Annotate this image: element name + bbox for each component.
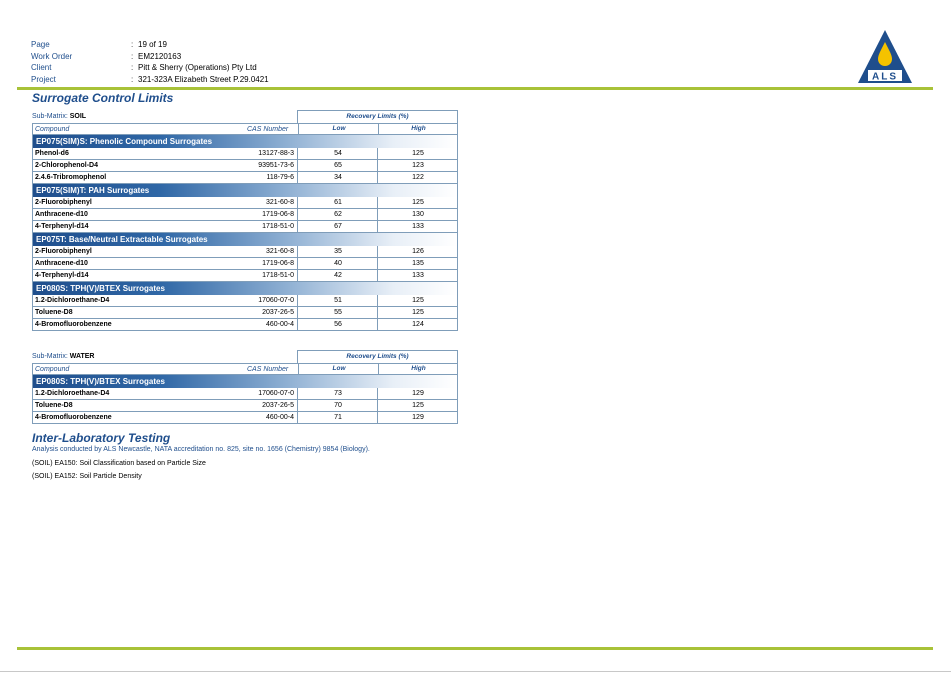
- column-header-row: [32, 123, 458, 135]
- col-cas-number: CAS Number: [247, 366, 289, 373]
- low-cell: 51: [297, 295, 378, 306]
- low-cell: 73: [297, 388, 378, 399]
- low-cell: 71: [297, 412, 378, 423]
- header-value: 19 of 19: [138, 40, 167, 49]
- high-cell: 124: [377, 319, 458, 330]
- table-row: [32, 319, 458, 331]
- compound-cell: Toluene-D8: [35, 309, 73, 316]
- compound-cell: 4-Bromofluorobenzene: [35, 414, 112, 421]
- header-value: 321-323A Elizabeth Street P.29.0421: [138, 75, 269, 85]
- header-row-client: [31, 62, 269, 74]
- cas-cell: 17060-07-0: [258, 390, 294, 397]
- submatrix-label: [32, 113, 86, 120]
- cas-cell: 1719-06-8: [262, 211, 294, 218]
- group-header: EP080S: TPH(V)/BTEX Surrogates: [32, 282, 458, 295]
- header-colon: :: [131, 75, 134, 85]
- col-low: Low: [298, 124, 379, 134]
- cas-cell: 93951-73-6: [258, 162, 294, 169]
- table-row: [32, 172, 458, 184]
- submatrix-value: WATER: [69, 353, 95, 360]
- cas-cell: 460-00-4: [265, 321, 294, 328]
- group-header: EP075(SIM)T: PAH Surrogates: [32, 184, 458, 197]
- high-cell: 123: [377, 160, 458, 171]
- page-edge-line: [0, 671, 951, 672]
- header-label: Client: [31, 63, 52, 73]
- high-cell: 129: [377, 412, 458, 423]
- submatrix-prefix: Sub-Matrix:: [32, 113, 70, 120]
- soil-submatrix-row: [32, 110, 458, 123]
- high-cell: 129: [377, 388, 458, 399]
- low-cell: 35: [297, 246, 378, 257]
- cas-cell: 321-60-8: [265, 248, 294, 255]
- high-cell: 126: [377, 246, 458, 257]
- table-row: [32, 197, 458, 209]
- table-row: [32, 307, 458, 319]
- interlab-line: (SOIL) EA150: Soil Classification based on Particle Size: [32, 460, 206, 467]
- table-row: [32, 258, 458, 270]
- logo-text: ALS: [872, 71, 898, 83]
- compound-cell: 2.4.6-Tribromophenol: [35, 174, 107, 181]
- cas-cell: 1718-51-0: [262, 223, 294, 230]
- header-row-project: [31, 74, 269, 86]
- header-label: Project: [31, 75, 56, 85]
- table-row: [32, 400, 458, 412]
- recovery-limits-header: Recovery Limits (%): [297, 350, 458, 363]
- high-cell: 125: [377, 307, 458, 318]
- surrogate-title: Surrogate Control Limits: [32, 91, 174, 105]
- high-cell: 125: [377, 295, 458, 306]
- table-row: [32, 295, 458, 307]
- col-high: High: [378, 124, 458, 134]
- header-colon: :: [131, 63, 134, 73]
- header-colon: :: [131, 40, 134, 49]
- soil-table: [32, 110, 458, 331]
- compound-cell: 4-Terphenyl-d14: [35, 223, 89, 230]
- table-row: [32, 148, 458, 160]
- low-cell: 62: [297, 209, 378, 220]
- table-row: [32, 270, 458, 282]
- table-row: [32, 221, 458, 233]
- header-label: Page: [31, 40, 50, 49]
- cas-cell: 118-79-6: [266, 174, 294, 181]
- cas-cell: 2037-26-5: [262, 309, 294, 316]
- compound-cell: Anthracene-d10: [35, 260, 88, 267]
- table-row: [32, 160, 458, 172]
- bottom-rule: [17, 647, 933, 650]
- col-compound: Compound: [35, 366, 70, 373]
- header-row-page: [31, 39, 269, 51]
- compound-cell: Anthracene-d10: [35, 211, 88, 218]
- submatrix-label: [32, 353, 95, 360]
- high-cell: 125: [377, 148, 458, 159]
- col-cas-number: CAS Number: [247, 126, 289, 133]
- low-cell: 61: [297, 197, 378, 208]
- compound-cell: 4-Terphenyl-d14: [35, 272, 89, 279]
- table-row: [32, 209, 458, 221]
- report-header: [31, 39, 269, 86]
- header-row-work-order: [31, 51, 269, 63]
- header-value: EM2120163: [138, 51, 182, 61]
- high-cell: 122: [377, 172, 458, 183]
- water-submatrix-row: [32, 350, 458, 363]
- interlab-note: Analysis conducted by ALS Newcastle, NATA accreditation no. 825, site no. 1656 (Chemistry) 9854 (Biology).: [32, 446, 370, 453]
- table-row: [32, 388, 458, 400]
- interlab-title: Inter-Laboratory Testing: [32, 431, 171, 445]
- high-cell: 125: [377, 197, 458, 208]
- compound-cell: Toluene-D8: [35, 402, 73, 409]
- compound-cell: 1.2-Dichloroethane-D4: [35, 297, 110, 304]
- low-cell: 70: [297, 400, 378, 411]
- cas-cell: 460-00-4: [265, 414, 294, 421]
- group-header: EP080S: TPH(V)/BTEX Surrogates: [32, 375, 458, 388]
- header-value: Pitt & Sherry (Operations) Pty Ltd: [138, 63, 257, 73]
- col-high: High: [378, 364, 458, 374]
- col-compound: Compound: [35, 126, 70, 133]
- low-cell: 56: [297, 319, 378, 330]
- low-cell: 54: [297, 148, 378, 159]
- interlab-line: (SOIL) EA152: Soil Particle Density: [32, 473, 142, 480]
- low-cell: 40: [297, 258, 378, 269]
- cas-cell: 17060-07-0: [258, 297, 294, 304]
- low-cell: 65: [297, 160, 378, 171]
- table-row: [32, 246, 458, 258]
- compound-cell: 2-Fluorobiphenyl: [35, 199, 92, 206]
- compound-cell: Phenol-d6: [35, 150, 69, 157]
- cas-cell: 1719-06-8: [262, 260, 294, 267]
- low-cell: 42: [297, 270, 378, 281]
- low-cell: 34: [297, 172, 378, 183]
- high-cell: 133: [377, 270, 458, 281]
- compound-cell: 1.2-Dichloroethane-D4: [35, 390, 110, 397]
- submatrix-value: SOIL: [69, 113, 87, 120]
- high-cell: 133: [377, 221, 458, 232]
- cas-cell: 321-60-8: [265, 199, 294, 206]
- low-cell: 55: [297, 307, 378, 318]
- cas-cell: 2037-26-5: [262, 402, 294, 409]
- header-colon: :: [131, 51, 134, 61]
- table-row: [32, 412, 458, 424]
- high-cell: 125: [377, 400, 458, 411]
- low-cell: 67: [297, 221, 378, 232]
- high-cell: 135: [377, 258, 458, 269]
- compound-cell: 4-Bromofluorobenzene: [35, 321, 112, 328]
- header-label: Work Order: [31, 51, 73, 61]
- compound-cell: 2-Fluorobiphenyl: [35, 248, 92, 255]
- compound-cell: 2-Chlorophenol-D4: [35, 162, 98, 169]
- als-logo: [854, 28, 916, 86]
- column-header-row: [32, 363, 458, 375]
- water-table: [32, 350, 458, 424]
- col-low: Low: [298, 364, 379, 374]
- recovery-limits-header: Recovery Limits (%): [297, 110, 458, 123]
- submatrix-prefix: Sub-Matrix:: [32, 353, 70, 360]
- group-header: EP075(SIM)S: Phenolic Compound Surrogates: [32, 135, 458, 148]
- cas-cell: 1718-51-0: [262, 272, 294, 279]
- cas-cell: 13127-88-3: [258, 150, 294, 157]
- top-rule: [17, 87, 933, 90]
- high-cell: 130: [377, 209, 458, 220]
- group-header: EP075T: Base/Neutral Extractable Surrogates: [32, 233, 458, 246]
